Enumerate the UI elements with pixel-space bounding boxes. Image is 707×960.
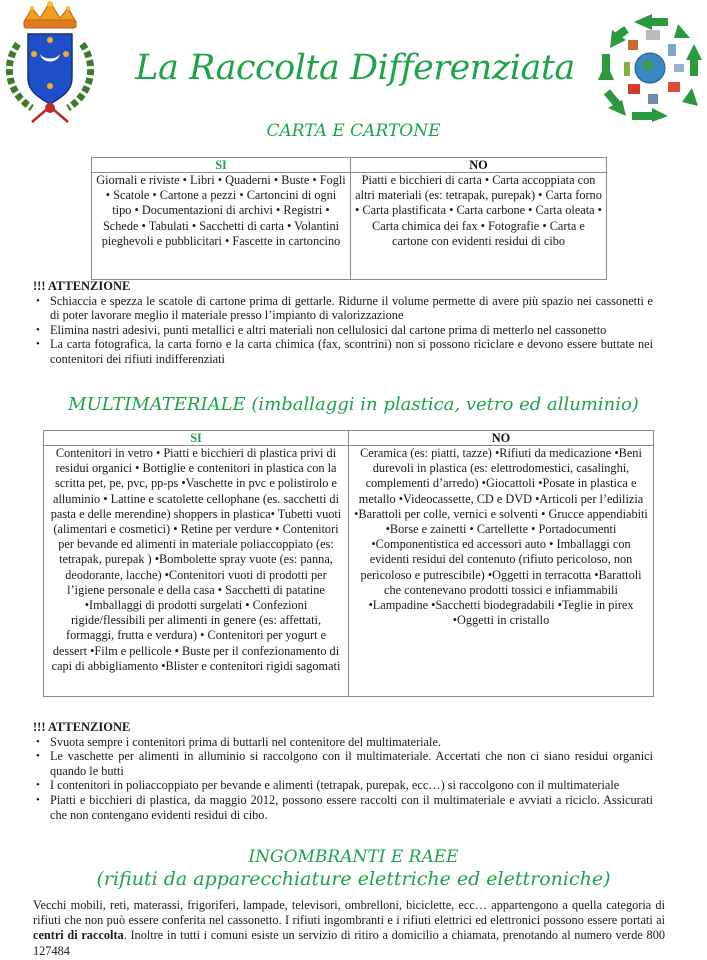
attention-item: • Schiaccia e spezza le scatole di cartone prima di gettarle. Ridurne il volume permette di avere più spazio nei cassonetti e di poter lavorare meglio il materiale presso l’impianto di valorizzazione (50, 294, 653, 323)
multi-si-cell: Contenitori in vetro • Piatti e bicchieri di plastica privi di residui organici • Bottiglie e contenitori in plastica con la scritta pet, pe, pvc, pp-ps •Vaschette in pvc e polistirolo e alluminio • Lattine e scatolette cellophane (es. sacchetti di pasta e delle merendine) shoppers in plastica• Tubetti vuoti (alimentari e cosmetici) • Retine per verdure • Contenitori per bevande ed alimenti in materiale poliaccoppiato (es: tetrapak, purepak ) •Bombolette spray vuote (es: panna, deodorante, lacche) •Contenitori vuoti di prodotti per l’igiene personale e della casa • Sacchetti di patatine •Imballaggi di prodotti surgelati • Confezioni rigide/flessibili per alimenti in genere (es: affettati, formaggi, frutta e verdura) • Contenitori per yogurt e dessert •Film e pellicole • Buste per il confezionamento di capi di abbigliamento •Blister e contenitori rigidi sagomati (44, 446, 349, 697)
attention-item: • Svuota sempre i contenitori prima di buttarli nel contenitore del multimateriale. (50, 735, 653, 750)
attention-item: • Piatti e bicchieri di plastica, da maggio 2012, possono essere raccolti con il multimateriale e avviati a riciclo. Assicurati che non contengano evidenti residui di cibo. (50, 793, 653, 822)
carta-si-header: SI (92, 158, 351, 173)
carta-no-header: NO (351, 158, 607, 173)
section-subtitle-raee: (rifiuti da apparecchiature elettriche ed elettroniche) (96, 868, 611, 890)
municipal-crest-icon (2, 0, 98, 126)
recycling-cycle-icon (594, 8, 706, 126)
centri-di-raccolta-text: centri di raccolta (33, 928, 124, 943)
carta-si-cell: Giornali e riviste • Libri • Quaderni • Buste • Fogli • Scatole • Cartone a pezzi • Cartoncini di ogni tipo • Documentazioni di archivi • Registri • Schede • Tabulati • Sacchetti di carta • Volantini pieghevoli e pubblicitari • Fascette in cartoncino (92, 173, 351, 280)
ingombranti-text-start: Vecchi mobili, reti, materassi, frigoriferi, lampade, televisori, ombrelloni, biciclette, ecc… appartengono a quella categoria di rifiuti che non può essere conferita nel cassonetto. I rifiuti ingombranti e i rifiuti elettrici ed elettronici possono essere portati ai (33, 898, 665, 928)
multimateriale-table (43, 430, 654, 697)
attention-item: • I contenitori in poliaccoppiato per bevande e alimenti (tetrapak, purepak, ecc…) si raccolgono con il multimateriale (50, 778, 653, 793)
ingombranti-text-end: . Inoltre in tutti i comuni esiste un servizio di ritiro a domicilio a chiamata, prenotando al numero verde 800 127484 (33, 928, 665, 958)
multi-si-header: SI (44, 431, 349, 446)
ingombranti-paragraph (33, 898, 665, 959)
attention-heading: !!! ATTENZIONE (33, 279, 131, 293)
attention-heading: !!! ATTENZIONE (33, 720, 131, 734)
attention-item: • La carta fotografica, la carta forno e la carta chimica (fax, scontrini) non si possono riciclare e devono essere buttate nei contenitori dei rifiuti indifferenziati (50, 337, 653, 366)
carta-attention (33, 279, 653, 367)
carta-table (91, 157, 607, 280)
attention-list (33, 294, 653, 367)
carta-no-cell: Piatti e bicchieri di carta • Carta accoppiata con altri materiali (es: tetrapak, purepak) • Carta forno • Carta plastificata • Carta carbone • Carta oleata • Carta chimica dei fax • Fotografie • Carta e cartone con evidenti residui di cibo (351, 173, 607, 280)
attention-item: • Elimina nastri adesivi, punti metallici e altri materiali non cellulosici dal cartone prima di metterlo nel cassonetto (50, 323, 653, 338)
section-title-carta: CARTA E CARTONE (266, 121, 441, 141)
multi-no-header: NO (349, 431, 654, 446)
multi-attention (33, 720, 653, 822)
main-title: La Raccolta Differenziata (135, 48, 575, 88)
attention-list (33, 735, 653, 823)
section-title-ingombranti: INGOMBRANTI E RAEE (248, 847, 459, 867)
attention-item: • Le vaschette per alimenti in alluminio si raccolgono con il multimateriale. Accertati che non ci siano residui organici quando le butti (50, 749, 653, 778)
section-title-multimateriale: MULTIMATERIALE (imballaggi in plastica, vetro ed alluminio) (68, 394, 639, 415)
multi-no-cell: Ceramica (es: piatti, tazze) •Rifiuti da medicazione •Beni durevoli in plastica (es: elettrodomestici, casalinghi, complementi d’arredo) •Giocattoli •Posate in plastica e metallo •Videocassette, CD e DVD •Articoli per l’edilizia •Barattoli per colle, vernici e solventi • Grucce appendiabiti •Borse e zainetti • Cartellette • Portadocumenti •Componentistica ed accessori auto • Imballaggi con evidenti residui del contenuto (rifiuto pericoloso, non pericoloso e putrescibile) •Oggetti in terracotta •Barattoli che contenevano prodotti tossici e infiammabili •Lampadine •Sacchetti biodegradabili •Teglie in pirex •Oggetti in cristallo (349, 446, 654, 697)
